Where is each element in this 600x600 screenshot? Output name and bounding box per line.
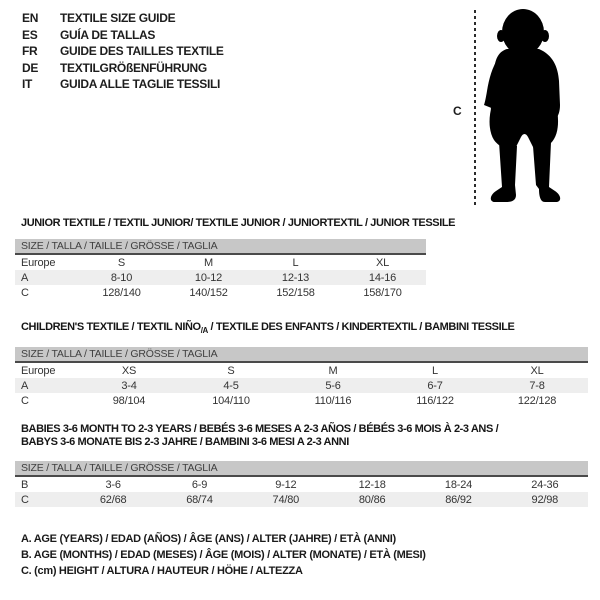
table-header-label: SIZE / TALLA / TAILLE / GRÖSSE / TAGLIA [15,347,588,362]
table-row [15,362,588,378]
cell: 98/104 [112,394,146,407]
table-row [15,378,588,393]
cell: 7-8 [486,378,588,393]
language-list [22,10,224,93]
babies-title-line1: BABIES 3-6 MONTH TO 2-3 YEARS / BEBÉS 3-6 MESES A 2-3 AÑOS / BÉBÉS 3-6 MOIS À 2-3 ANS / [21,423,499,435]
cell: 12-18 [358,478,386,491]
cell: M [204,256,213,269]
cell: XS [121,364,137,377]
cell: 140/152 [189,286,228,299]
row-label: Europe [21,256,56,269]
note-age-months: B. AGE (MONTHS) / EDAD (MESES) / ÂGE (MOIS) / ALTER (MONATE) / ETÀ (MESI) [21,549,426,562]
cell: 18-24 [444,478,473,491]
cell: 122/128 [517,394,557,407]
cell: 10-12 [165,270,252,285]
babies-title-line2: BABYS 3-6 MONATE BIS 2-3 JAHRE / BAMBINI 3-6 MESI A 2-3 ANNI [21,436,349,448]
cell: 62/68 [70,492,156,507]
cell: 86/92 [415,492,501,507]
table-row [15,270,426,285]
table-row [15,393,588,408]
language-code: IT [22,77,33,92]
language-label: GUIDE DES TAILLES TEXTILE [60,44,224,59]
cell: 158/170 [363,286,402,299]
cell: 6-7 [384,378,486,393]
language-row-de [22,60,224,77]
row-label: A [15,378,78,393]
figure-height-label: C [453,104,462,118]
cell: 3-6 [105,478,121,491]
row-label: Europe [21,364,56,377]
language-code: ES [22,27,38,42]
cell: 104/110 [212,394,250,407]
language-row-fr [22,43,224,60]
cell: M [328,364,338,377]
cell: L [292,256,299,269]
title-subscript: /A [200,326,208,336]
row-label: B [21,478,29,491]
cell: 92/98 [502,492,588,507]
table-header-row [15,347,588,362]
cell: 6-9 [191,478,208,491]
cell: 14-16 [339,270,426,285]
babies-size-table [15,461,588,507]
junior-table-title: JUNIOR TEXTILE / TEXTIL JUNIOR/ TEXTILE JUNIOR / JUNIORTEXTIL / JUNIOR TESSILE [21,217,456,229]
table-header-label: SIZE / TALLA / TAILLE / GRÖSSE / TAGLIA [15,239,426,254]
language-row-en [22,10,224,27]
cell: 4-5 [180,378,282,393]
cell: XL [375,256,390,269]
note-age-years: A. AGE (YEARS) / EDAD (AÑOS) / ÂGE (ANS) / ALTER (JAHRE) / ETÀ (ANNI) [21,533,396,545]
cell: 68/74 [156,492,242,507]
cell: 110/116 [314,394,352,407]
cell: 152/158 [276,286,315,299]
language-row-it [22,76,224,93]
note-height-cm: C. (cm) HEIGHT / ALTURA / HAUTEUR / HÖHE / ALTEZZA [21,565,303,578]
cell: 80/86 [329,492,415,507]
language-label: GUÍA DE TALLAS [60,27,156,42]
legend-notes [21,531,426,580]
row-label: C [15,492,70,507]
junior-size-table [15,239,426,300]
language-label: TEXTILGRÖßENFÜHRUNG [60,60,207,75]
language-code: FR [22,44,38,59]
cell: 5-6 [282,378,384,393]
language-row-es [22,27,224,44]
toddler-silhouette-icon [481,5,587,212]
cell: 9-12 [275,478,297,491]
cell: 12-13 [252,270,339,285]
cell: 74/80 [243,492,329,507]
table-row [15,285,426,300]
row-label: A [15,270,78,285]
row-label: C [21,394,29,407]
language-code: DE [22,60,39,75]
language-label: TEXTILE SIZE GUIDE [60,11,176,25]
cell: 8-10 [78,270,165,285]
table-header-label: SIZE / TALLA / TAILLE / GRÖSSE / TAGLIA [15,461,588,476]
children-size-table [15,347,588,408]
cell: 116/122 [416,394,454,407]
language-code: EN [22,11,39,25]
table-row [15,254,426,270]
cell: L [432,364,438,377]
table-header-row [15,239,426,254]
cell: 24-36 [531,478,559,491]
language-label: GUIDA ALLE TAGLIE TESSILI [60,77,221,92]
height-measure-dotted-line [474,10,476,207]
cell: XL [530,364,544,377]
title-part: / TEXTILE DES ENFANTS / KINDERTEXTIL / BAMBINI TESSILE [207,321,515,333]
children-table-title [21,321,515,337]
cell: S [117,256,126,269]
title-part: CHILDREN'S TEXTILE / TEXTIL NIÑO [21,321,201,333]
table-row [15,492,588,507]
babies-table-title [21,423,498,449]
row-label: C [21,286,29,299]
cell: 3-4 [78,378,180,393]
table-row [15,476,588,492]
table-header-row [15,461,588,476]
cell: S [227,364,235,377]
cell: 128/140 [102,286,141,299]
